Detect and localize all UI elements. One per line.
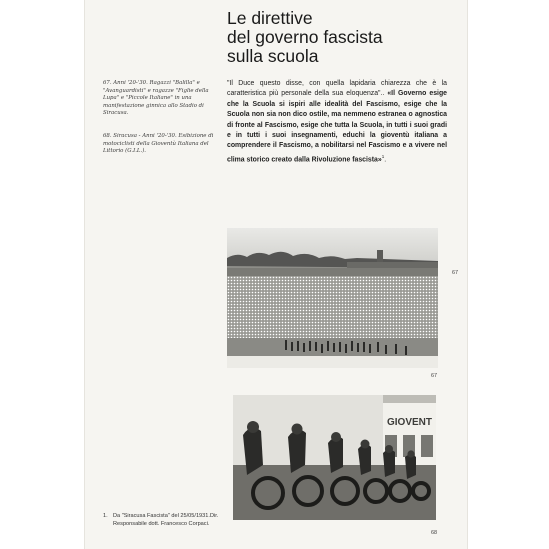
photo-motorcyclists bbox=[233, 395, 436, 520]
sign-text: GIOVENT bbox=[387, 417, 433, 428]
title-line-1: Le direttive bbox=[227, 8, 313, 28]
footnote-text: Da "Siracusa Fascista" del 25/05/1931.Dir. Responsabile dott. Francesco Corpaci. bbox=[113, 513, 219, 527]
motorcyclists-scene-image bbox=[233, 395, 436, 520]
caption-68: 68. Siracusa - Anni '20-'30. Esibizione di motociclisti della Gioventù Italiana del Littorio (G.I.L.). bbox=[103, 133, 214, 155]
footnote-ref: 1 bbox=[381, 153, 385, 159]
side-label-67: 67 bbox=[452, 270, 459, 276]
page-title bbox=[227, 9, 463, 66]
title-line-2: del governo fascista bbox=[227, 27, 383, 47]
figure-number-68: 68 bbox=[431, 530, 438, 536]
footnote bbox=[103, 513, 221, 528]
quote-bold: «Il Governo esige che la Scuola si ispiri alle idealità del Fascismo, esige che la Scuola non sia non dico ostile, ma nemmeno estranea o agnostica di fronte al Fascismo, esige che tutta la Scuola, in tutti i suoi gradi e in tutti i suoi insegnamenti, educhi la gioventù italiana a comprendere il Fascismo, a nobilitarsi nel Fascismo e a vivere nel clima storico creato dalla Rivoluzione fascista» bbox=[227, 90, 447, 164]
footnote-number: 1. bbox=[103, 513, 108, 519]
photo-stadium-gymnastics bbox=[227, 228, 438, 368]
figure-number-67: 67 bbox=[431, 373, 438, 379]
body-paragraph: "Il Duce questo disse, con quella lapidaria chiarezza che è la caratteristica più personale della sua eloquenza".. «Il Governo esige che la Scuola si ispiri alle idealità del Fascismo, esige che la Scuola non sia non dico ostile, ma nemmeno estranea o agnostica di fronte al Fascismo, esige che tutta la Scuola, in tutti i suoi gradi e in tutti i suoi insegnamenti, educhi la gioventù italiana a comprendere il Fascismo, a nobilitarsi nel Fascismo e a vivere nel clima storico creato dalla Rivoluzione fascista»$^1$. bbox=[227, 80, 447, 164]
stadium-scene-image bbox=[227, 228, 438, 368]
title-line-3: sulla scuola bbox=[227, 46, 319, 66]
caption-67: 67. Anni '20-'30. Ragazzi "Balilla" e "Avanguardisti" e ragazze "Figlie della Lupa" e "Piccole Italiane" in una manifestazione ginnica allo Stadio di Siracusa. bbox=[103, 80, 209, 117]
quote-intro: "Il Duce questo disse, con quella lapidaria chiarezza che è la caratteristica più personale della sua eloquenza".. bbox=[227, 80, 447, 98]
